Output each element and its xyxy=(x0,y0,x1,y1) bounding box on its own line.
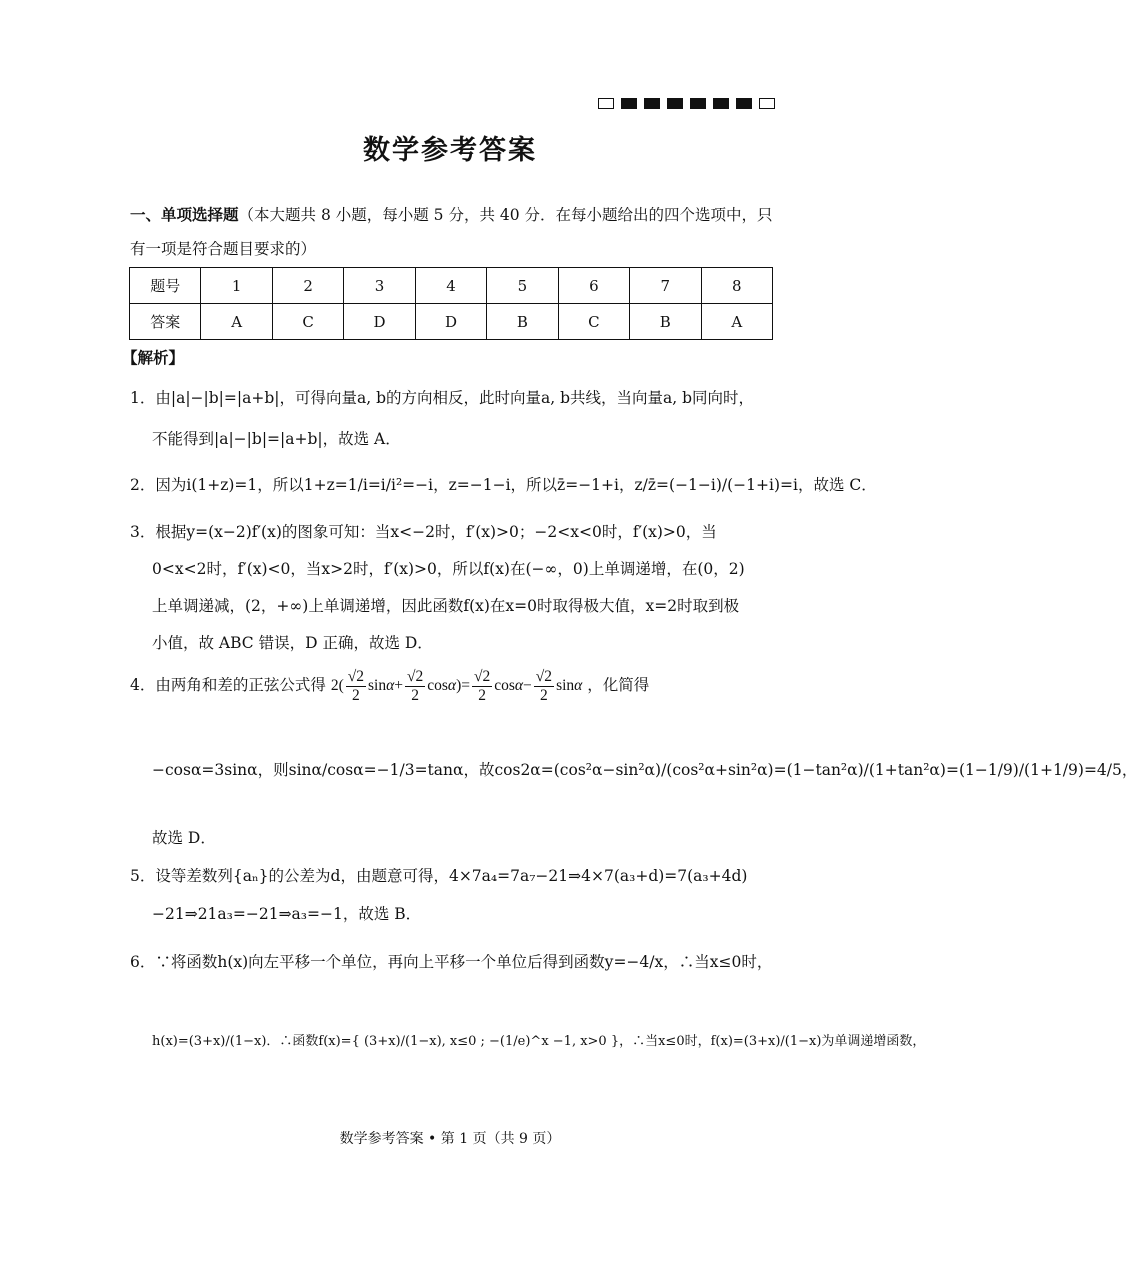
solution-1-line-2: 不能得到|a|−|b|=|a+b|，故选 A． xyxy=(152,430,401,448)
solution-4-line-2: −cosα=3sinα，则sinα/cosα=−1/3=tanα，故cos2α=(cos²α−sin²α)/(cos²α+sin²α)=(1−tan²α)/(1+tan²α)=(1−1/9)/(1+1/9)=4/5， xyxy=(152,761,1137,779)
solution-4-line-3: 故选 D． xyxy=(152,829,216,847)
mark-box xyxy=(621,98,637,109)
fraction: $\frac{√2}{2}$ xyxy=(473,668,491,704)
solution-6-line-2: h(x)=(3+x)/(1−x)．∴函数f(x)={ (3+x)/(1−x), x≤0 ; −(1/e)^x −1, x>0 }，∴当x≤0时，f(x)=(3+x)/(1−x)为单调递增函数， xyxy=(152,1034,926,1049)
table-cell: A xyxy=(201,304,272,340)
table-cell: C xyxy=(558,304,629,340)
analysis-heading: 【解析】 xyxy=(122,348,185,367)
formula-sine-sum: 2( $\frac{√2}{2}$ sinα+ $\frac{√2}{2}$ cosα)= $\frac{√2}{2}$ cosα− $\frac{√2}{2}$ sinα xyxy=(330,668,583,704)
table-cell: 5 xyxy=(487,268,558,304)
table-cell: 1 xyxy=(201,268,272,304)
table-cell: B xyxy=(630,304,701,340)
solution-5-line-2: −21⇒21a₃=−21⇒a₃=−1，故选 B． xyxy=(152,905,422,923)
table-cell: 6 xyxy=(558,268,629,304)
table-cell: 3 xyxy=(344,268,415,304)
mark-box xyxy=(759,98,775,109)
mark-box xyxy=(713,98,729,109)
solution-3-line-4: 小值，故 ABC 错误，D 正确，故选 D． xyxy=(152,634,433,652)
solution-1-line-1: 1．由|a|−|b|=|a+b|，可得向量a, b的方向相反，此时向量a, b共线，当向量a, b同向时， xyxy=(130,389,755,407)
solution-3-line-1: 3．根据y=(x−2)f′(x)的图象可知：当x<−2时，f′(x)>0；−2<x<0时，f′(x)>0，当 xyxy=(130,523,717,541)
mark-box xyxy=(736,98,752,109)
row-header-answer: 答案 xyxy=(130,304,201,340)
fraction: $\frac{√2}{2}$ xyxy=(535,668,553,704)
fraction: $\frac{√2}{2}$ xyxy=(347,668,364,704)
table-cell: A xyxy=(701,304,773,340)
table-cell: 2 xyxy=(272,268,343,304)
mark-box xyxy=(690,98,706,109)
solution-3-line-2: 0<x<2时，f′(x)<0，当x>2时，f′(x)>0，所以f(x)在(−∞，0)上单调递增，在(0，2) xyxy=(152,560,745,578)
table-cell: D xyxy=(415,304,486,340)
solution-4-prefix: 4．由两角和差的正弦公式得 xyxy=(130,676,326,695)
table-cell: 4 xyxy=(415,268,486,304)
solution-3-line-3: 上单调递减，(2，+∞)上单调递增，因此函数f(x)在x=0时取得极大值，x=2时取到极 xyxy=(152,597,740,615)
answer-table xyxy=(129,267,773,340)
row-header-question: 题号 xyxy=(130,268,201,304)
solution-4-line-1 xyxy=(130,668,775,705)
table-cell: D xyxy=(344,304,415,340)
section-heading xyxy=(130,198,775,266)
table-cell: B xyxy=(487,304,558,340)
solution-4-suffix: ，化简得 xyxy=(587,676,650,695)
table-cell: 8 xyxy=(701,268,773,304)
solution-6-line-1: 6．∵将函数h(x)向左平移一个单位，再向上平移一个单位后得到函数y=−4/x，∴当x≤0时， xyxy=(130,953,773,971)
mark-box xyxy=(644,98,660,109)
fraction: $\frac{√2}{2}$ xyxy=(406,668,424,704)
section-description: （本大题共 8 小题，每小题 5 分，共 40 分．在每小题给出的四个选项中，只有一项是符合题目要求的） xyxy=(130,206,773,258)
solution-2-line-1: 2．因为i(1+z)=1，所以1+z=1/i=i/i²=−i，z=−1−i，所以z̄=−1+i，z/z̄=(−1−i)/(−1+i)=i，故选 C． xyxy=(130,476,877,494)
mark-box xyxy=(598,98,614,109)
solution-5-line-1: 5．设等差数列{aₙ}的公差为d，由题意可得，4×7a₄=7a₇−21⇒4×7(a₃+d)=7(a₃+4d) xyxy=(130,867,748,885)
table-row xyxy=(130,268,773,304)
mark-box xyxy=(667,98,683,109)
section-label: 一、单项选择题 xyxy=(130,205,239,224)
table-cell: C xyxy=(272,304,343,340)
page-footer: 数学参考答案 • 第 1 页（共 9 页） xyxy=(339,1131,561,1147)
table-row xyxy=(130,304,773,340)
page-title: 数学参考答案 xyxy=(363,135,537,166)
table-cell: 7 xyxy=(630,268,701,304)
header-marks xyxy=(598,98,775,109)
